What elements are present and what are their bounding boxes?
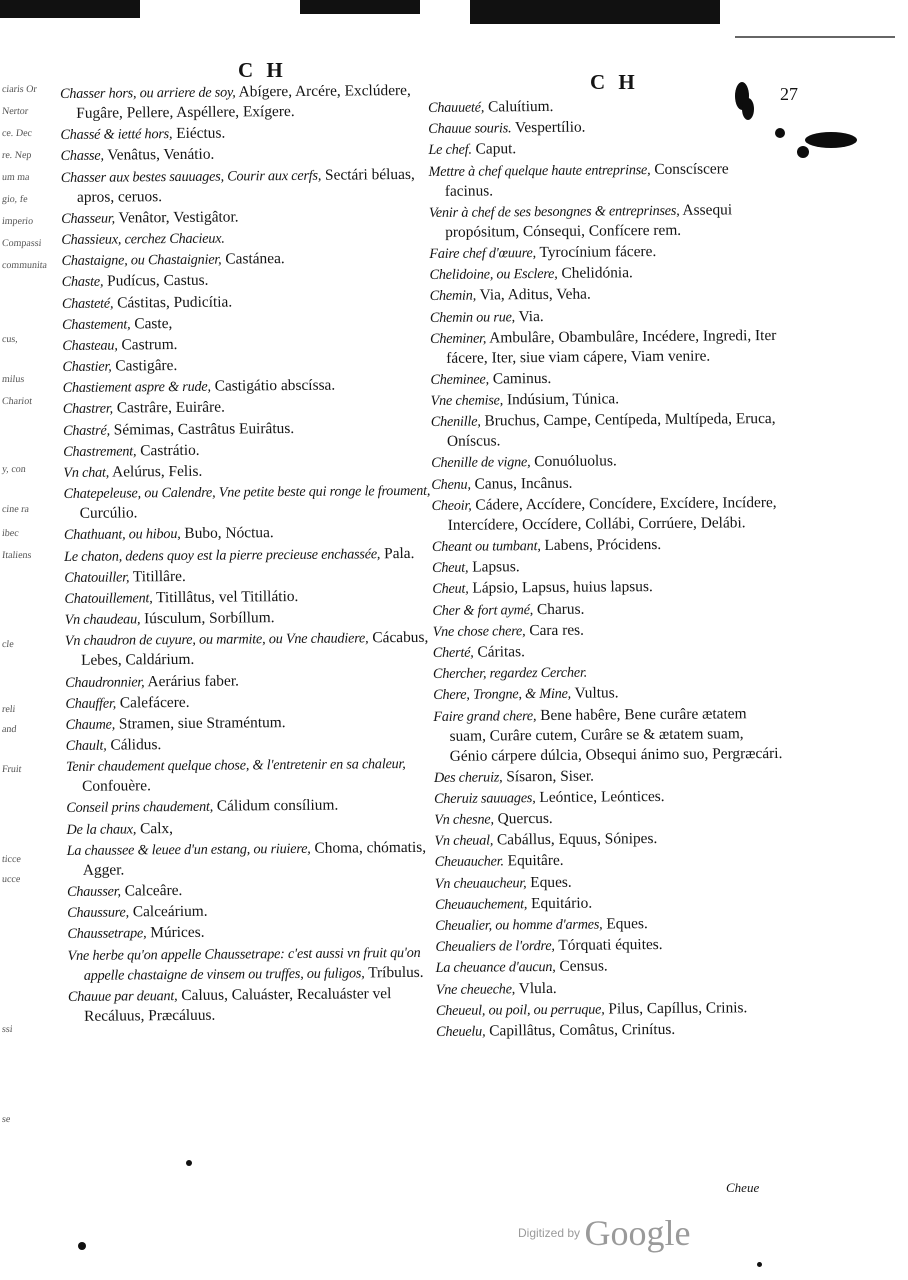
dictionary-entry <box>433 661 783 684</box>
french-headword: Chathuant, ou hibou, <box>63 526 181 544</box>
latin-equivalent: Tyrocínium fácere. <box>535 242 657 262</box>
french-headword: Mettre à chef quelque haute entreprinse, <box>428 161 651 180</box>
scan-artifact-top-middle <box>300 0 420 14</box>
margin-bleed-fragment: ibec <box>1 528 20 539</box>
latin-equivalent: Cabállus, Equus, Sónipes. <box>493 830 658 849</box>
latin-equivalent: Sectári béluas, apros, ceruos. <box>76 165 415 206</box>
french-headword: Vn chaudron de cuyure, ou marmite, ou Vne chaudiere, <box>64 630 369 650</box>
dictionary-entry <box>66 712 446 735</box>
catchword: Cheue <box>726 1180 760 1195</box>
latin-equivalent: Iúsculum, Sorbíllum. <box>140 609 275 628</box>
latin-equivalent: Calceárium. <box>128 902 208 921</box>
french-headword: Vne cheueche, <box>435 980 516 998</box>
digitized-by-label: Digitized by <box>518 1226 581 1240</box>
latin-equivalent: Bene habêre, Bene curâre ætatem suam, Curâre cutem, Curâre se & ætatem suam, Génio cárpere dúlcia, Obsequi ánimo suo, Pergræcári. <box>449 704 783 765</box>
margin-bleed-fragment: se <box>1 1114 11 1125</box>
dictionary-entry <box>430 326 780 369</box>
dictionary-entry <box>432 534 782 557</box>
margin-bleed-fragment: cine ra <box>1 504 30 515</box>
latin-equivalent: Eques. <box>602 915 648 933</box>
french-headword: De la chaux, <box>66 820 137 838</box>
latin-equivalent: Castigátio abscíssa. <box>210 376 336 395</box>
latin-equivalent: Tórquati équites. <box>554 936 663 955</box>
french-headword: Chassieux, cerchez Chacieux. <box>61 230 225 248</box>
dictionary-entry <box>67 900 447 923</box>
french-headword: Cheuelu, <box>436 1023 486 1040</box>
dictionary-entry <box>429 200 779 243</box>
french-headword: Chastrement, <box>63 443 137 460</box>
latin-equivalent: Abígere, Arcére, Exclúdere, Fugâre, Pellere, Aspéllere, Exígere. <box>76 81 411 122</box>
french-headword: Chastiement aspre & rude, <box>62 378 211 397</box>
latin-equivalent: Equitário. <box>527 894 593 912</box>
margin-bleed-fragment: reli <box>1 704 16 715</box>
french-headword: Vn chat, <box>63 464 110 481</box>
latin-equivalent: Pudícus, Castus. <box>103 272 209 290</box>
latin-equivalent: Castigâre. <box>111 357 178 375</box>
french-headword: Vn cheual, <box>434 832 494 850</box>
french-headword: Cheualier, ou homme d'armes, <box>435 916 603 934</box>
latin-equivalent: Confouère. <box>82 777 152 796</box>
latin-equivalent: Stramen, siue Straméntum. <box>114 713 286 733</box>
french-headword: Chassé & ietté hors, <box>60 126 173 144</box>
french-headword: Chauue par deuant, <box>67 987 178 1005</box>
french-headword: Vne herbe qu'on appelle Chaussetrape: c'est aussi vn fruit qu'on appelle chastaigne de vinsem ou truffes, ou fuligos, <box>67 944 421 984</box>
dictionary-entry <box>430 304 780 327</box>
french-headword: Tenir chaudement quelque chose, & l'entretenir en sa chaleur, <box>65 756 406 776</box>
dictionary-entry <box>63 396 443 419</box>
right-running-head: C H <box>590 70 639 94</box>
scan-artifact-top-right <box>470 0 720 24</box>
margin-bleed-fragment: ticce <box>1 854 22 865</box>
dictionary-entry <box>64 586 444 609</box>
dictionary-entry <box>68 983 448 1026</box>
top-rule <box>735 36 895 38</box>
dictionary-entry <box>433 619 783 642</box>
dictionary-entry <box>431 450 781 473</box>
latin-equivalent: Census. <box>555 957 608 976</box>
dictionary-entry <box>435 934 785 957</box>
dictionary-entry <box>432 576 782 599</box>
dictionary-entry <box>63 375 443 398</box>
dictionary-entry <box>431 409 781 452</box>
latin-equivalent: Tríbulus. <box>364 963 424 981</box>
dictionary-entry <box>65 690 445 713</box>
latin-equivalent: Venâtus, Venátio. <box>103 146 215 164</box>
dictionary-entry <box>434 765 784 788</box>
latin-equivalent: Caste, <box>130 314 173 333</box>
dictionary-entry <box>432 597 782 620</box>
scan-artifact-top-left <box>0 0 140 18</box>
latin-equivalent: Via. <box>514 307 544 325</box>
ink-dot <box>757 1262 762 1267</box>
dictionary-entry <box>62 269 442 292</box>
french-headword: Chastement, <box>62 316 131 333</box>
latin-equivalent: Conuóluolus. <box>530 452 617 471</box>
dictionary-entry <box>62 333 442 356</box>
latin-equivalent: Curcúlio. <box>79 504 138 523</box>
margin-bleed-fragment: Fruit <box>1 764 23 775</box>
french-headword: Cheminer, <box>430 330 487 347</box>
dictionary-entry <box>433 640 783 663</box>
margin-bleed-fragment: cus, <box>1 334 19 345</box>
dictionary-entry <box>62 311 442 334</box>
french-headword: Chastier, <box>62 358 112 376</box>
dictionary-entry <box>63 438 443 461</box>
french-headword: Chere, Trongne, & Mine, <box>433 686 572 704</box>
dictionary-entry <box>434 807 784 830</box>
french-headword: Chastaigne, ou Chastaignier, <box>61 251 222 270</box>
dictionary-entry <box>64 564 444 587</box>
latin-equivalent: Venâtor, Vestigâtor. <box>114 208 239 227</box>
latin-equivalent: Calceâre. <box>120 881 183 900</box>
margin-bleed-fragment: and <box>1 724 18 735</box>
french-headword: Chasser hors, ou arriere de soy, <box>60 84 236 102</box>
latin-equivalent: Castrum. <box>117 335 178 354</box>
margin-bleed-fragment: ssi <box>1 1024 14 1035</box>
latin-equivalent: Cácabus, Lebes, Caldárium. <box>80 629 429 670</box>
margin-bleed-fragment: Compassi <box>1 238 43 249</box>
latin-equivalent: Canus, Incânus. <box>470 474 573 493</box>
latin-equivalent: Castrátio. <box>136 441 200 460</box>
dictionary-entry <box>432 555 782 578</box>
dictionary-entry <box>435 913 785 936</box>
french-headword: Chaste, <box>61 273 104 291</box>
french-headword: La chaussee & leuee d'un estang, ou riuiere, <box>66 840 311 859</box>
dictionary-entry <box>63 460 443 483</box>
french-headword: Chauue souris. <box>428 120 512 138</box>
latin-equivalent: Eques. <box>526 873 572 891</box>
latin-equivalent: Titillâre. <box>129 567 186 586</box>
latin-equivalent: Leóntice, Leóntices. <box>535 787 665 806</box>
margin-bleed-fragment: Chariot <box>1 396 33 407</box>
dictionary-entry <box>436 1019 786 1042</box>
latin-equivalent: Múrices. <box>146 924 205 942</box>
french-headword: La cheuance d'aucun, <box>435 959 556 977</box>
latin-equivalent: Bruchus, Campe, Centípeda, Multípeda, Eruca, Oníscus. <box>446 410 776 451</box>
dictionary-entry <box>63 481 443 524</box>
page-number: 27 <box>780 84 798 104</box>
margin-bleed-fragment: ciaris Or <box>1 84 38 95</box>
french-headword: Chatepeleuse, ou Calendre, Vne petite beste qui ronge le froument, <box>63 482 431 503</box>
right-column <box>428 95 786 1043</box>
dictionary-entry <box>64 543 444 566</box>
dictionary-entry <box>65 628 445 671</box>
dictionary-entry <box>430 367 780 390</box>
dictionary-entry <box>428 95 778 118</box>
french-headword: Chaume, <box>65 716 116 733</box>
french-headword: Conseil prins chaudement, <box>66 799 214 817</box>
french-headword: Chemin, <box>429 287 477 305</box>
french-headword: Chaussure, <box>67 904 130 922</box>
french-headword: Cherté, <box>432 644 474 661</box>
latin-equivalent: Pala. <box>380 544 415 562</box>
google-logo: Google <box>584 1213 691 1253</box>
french-headword: Chemin ou rue, <box>429 308 516 326</box>
margin-bleed-fragment: ucce <box>1 874 21 885</box>
dictionary-entry <box>63 417 443 440</box>
french-headword: Cheueul, ou poil, ou perruque, <box>435 1001 605 1019</box>
latin-equivalent: Capillâtus, Comâtus, Crinítus. <box>485 1020 676 1040</box>
french-headword: Chauueté, <box>428 99 485 116</box>
french-headword: Chaussetrape, <box>67 925 147 943</box>
margin-bleed-fragment: communita <box>1 260 48 271</box>
french-headword: Chasse, <box>60 147 104 165</box>
dictionary-entry <box>65 669 445 692</box>
ink-blot <box>797 146 809 158</box>
french-headword: Chatouillement, <box>64 590 153 607</box>
dictionary-entry <box>68 942 448 985</box>
dictionary-entry <box>433 703 784 766</box>
french-headword: Cheoir, <box>431 497 472 514</box>
latin-equivalent: Titillâtus, vel Titillátio. <box>152 587 299 607</box>
latin-equivalent: Calefácere. <box>115 693 190 712</box>
margin-bleed-fragment: y, con <box>1 464 27 475</box>
latin-equivalent: Equitâre. <box>503 852 564 870</box>
dictionary-entry <box>434 828 784 851</box>
latin-equivalent: Vlula. <box>515 979 557 997</box>
french-headword: Chatouiller, <box>64 569 130 586</box>
latin-equivalent: Quercus. <box>493 810 553 828</box>
latin-equivalent: Cástitas, Pudicítia. <box>113 293 233 312</box>
french-headword: Cheut, <box>432 559 469 577</box>
french-headword: Cheminee, <box>430 371 490 388</box>
latin-equivalent: Caluítium. <box>484 97 554 116</box>
ink-dot <box>186 1160 192 1166</box>
dictionary-entry <box>66 733 446 756</box>
dictionary-entry <box>431 472 781 495</box>
margin-bleed-fragment: milus <box>1 374 25 385</box>
latin-equivalent: Sémimas, Castrâtus Euirâtus. <box>109 419 295 439</box>
dictionary-entry <box>436 976 786 999</box>
latin-equivalent: Cara res. <box>525 621 585 639</box>
dictionary-entry <box>435 892 785 915</box>
latin-equivalent: Chelidónia. <box>557 264 633 283</box>
french-headword: Vn chesne, <box>434 811 494 829</box>
dictionary-entry <box>62 290 442 313</box>
digitized-by-google <box>518 1212 690 1254</box>
dictionary-entry <box>66 816 446 839</box>
latin-equivalent: Bubo, Nóctua. <box>180 524 274 543</box>
latin-equivalent: Eiéctus. <box>172 124 226 143</box>
latin-equivalent: Cálidum consílium. <box>212 797 339 816</box>
dictionary-entry <box>64 522 444 545</box>
dictionary-entry <box>429 262 779 285</box>
french-headword: Chasteté, <box>61 295 114 312</box>
french-headword: Vne chemise, <box>430 392 504 410</box>
latin-equivalent: Conscíscere facinus. <box>444 159 729 200</box>
latin-equivalent: Sísaron, Siser. <box>502 767 595 786</box>
dictionary-entry <box>67 879 447 902</box>
dictionary-entry <box>434 786 784 809</box>
margin-bleed-fragment: imperio <box>1 216 34 227</box>
latin-equivalent: Aelúrus, Felis. <box>109 462 203 481</box>
dictionary-entry <box>430 283 780 306</box>
dictionary-entry <box>65 607 445 630</box>
dictionary-entry <box>61 248 441 271</box>
dictionary-entry <box>67 837 447 880</box>
dictionary-entry <box>60 122 440 145</box>
latin-equivalent: Via, Aditus, Veha. <box>475 285 591 304</box>
french-headword: Cheut, <box>432 581 469 598</box>
french-headword: Le chaton, dedens quoy est la pierre precieuse enchassée, <box>64 545 381 565</box>
latin-equivalent: Castánea. <box>221 250 285 268</box>
dictionary-entry <box>433 682 783 705</box>
latin-equivalent: Choma, chómatis, Agger. <box>82 838 427 879</box>
french-headword: Cheuaucher. <box>434 853 504 871</box>
french-headword: Chastrer, <box>62 400 114 418</box>
dictionary-entry <box>62 354 442 377</box>
latin-equivalent: Cáritas. <box>473 643 525 661</box>
left-column <box>60 81 448 1028</box>
french-headword: Faire chef d'œuure, <box>429 245 536 262</box>
latin-equivalent: Calx, <box>136 819 174 837</box>
dictionary-entry <box>61 164 441 207</box>
french-headword: Des cheruiz, <box>433 769 503 786</box>
dictionary-entry <box>60 81 440 124</box>
latin-equivalent: Indúsium, Túnica. <box>503 390 620 409</box>
dictionary-entry <box>61 143 441 166</box>
french-headword: Chasser aux bestes sauuages, Courir aux cerfs, <box>60 167 322 186</box>
french-headword: Chasseur, <box>61 210 116 227</box>
latin-equivalent: Lapsus. <box>468 558 520 576</box>
french-headword: Vn chaudeau, <box>64 611 141 629</box>
dictionary-entry <box>436 955 786 978</box>
french-headword: Venir à chef de ses besongnes & entreprinses, <box>428 202 680 221</box>
latin-equivalent: Caminus. <box>488 369 552 388</box>
latin-equivalent: Caluus, Caluáster, Recaluáster vel Recáluus, Præcáluus. <box>84 984 392 1025</box>
french-headword: Chastré, <box>62 422 110 439</box>
ink-blot <box>805 132 857 148</box>
dictionary-entry <box>428 137 778 160</box>
margin-bleed-fragment: Nertor <box>1 106 29 117</box>
latin-equivalent: Castrâre, Euirâre. <box>112 399 225 417</box>
latin-equivalent: Vespertílio. <box>511 118 586 137</box>
french-headword: Vn cheuaucheur, <box>434 874 527 892</box>
dictionary-entry <box>66 795 446 818</box>
french-headword: Le chef. <box>428 141 472 159</box>
dictionary-entry <box>61 227 441 250</box>
french-headword: Chauffer, <box>65 695 117 712</box>
dictionary-entry <box>435 849 785 872</box>
french-headword: Chenille de vigne, <box>431 454 531 472</box>
latin-equivalent: Caput. <box>471 140 517 158</box>
french-headword: Cheualiers de l'ordre, <box>435 938 555 956</box>
margin-bleed-fragment: cle <box>1 639 15 650</box>
french-headword: Cheruiz sauuages, <box>434 789 536 807</box>
latin-equivalent: Cádere, Accídere, Concídere, Excídere, Incídere, Intercídere, Occídere, Collábi, Corrúere, Delábi. <box>447 493 777 534</box>
french-headword: Cheuauchement, <box>434 895 528 913</box>
ink-dot <box>78 1242 86 1250</box>
margin-bleed-fragment: re. Nep <box>1 150 33 161</box>
margin-bleed-fragment: gio, fe <box>1 194 29 205</box>
latin-equivalent: Charus. <box>533 600 585 618</box>
dictionary-entry <box>431 493 781 536</box>
french-headword: Chercher, regardez Cercher. <box>432 664 588 683</box>
dictionary-entry <box>429 159 779 202</box>
french-headword: Cheant ou tumbant, <box>431 538 541 555</box>
french-headword: Faire grand chere, <box>433 707 537 725</box>
dictionary-entry <box>428 116 778 139</box>
french-headword: Chaudronnier, <box>65 673 145 691</box>
dictionary-entry <box>436 998 786 1021</box>
dictionary-entry <box>435 871 785 894</box>
latin-equivalent: Vultus. <box>570 684 619 703</box>
dictionary-entry <box>429 241 779 264</box>
dictionary-entry <box>67 921 447 944</box>
french-headword: Cher & fort aymé, <box>432 601 534 619</box>
latin-equivalent: Pilus, Capíllus, Crinis. <box>604 998 748 1018</box>
dictionary-entry <box>431 388 781 411</box>
french-headword: Chausser, <box>66 883 121 900</box>
french-headword: Chasteau, <box>62 337 118 354</box>
dictionary-entry <box>61 205 441 228</box>
french-headword: Chenu, <box>431 476 471 493</box>
french-headword: Chenille, <box>430 413 481 431</box>
margin-bleed-fragment: ce. Dec <box>1 128 33 139</box>
french-headword: Vne chose chere, <box>432 622 526 640</box>
margin-bleed-fragment: Italiens <box>1 550 33 561</box>
latin-equivalent: Lápsio, Lapsus, huius lapsus. <box>468 578 653 598</box>
french-headword: Chault, <box>65 737 107 755</box>
latin-equivalent: Labens, Prócidens. <box>540 535 662 555</box>
latin-equivalent: Ambulâre, Obambulâre, Incédere, Ingredi, Iter fácere, Iter, siue viam cápere, Viam venire. <box>446 326 777 367</box>
french-headword: Chelidoine, ou Esclere, <box>429 266 558 284</box>
latin-equivalent: Aerárius faber. <box>144 671 239 690</box>
margin-bleed-fragment: um ma <box>1 172 31 183</box>
latin-equivalent: Cálidus. <box>106 736 162 754</box>
latin-equivalent: Assequi propósitum, Cónsequi, Confícere rem. <box>445 201 733 241</box>
left-running-head: C H <box>238 58 287 82</box>
dictionary-entry <box>66 754 446 797</box>
